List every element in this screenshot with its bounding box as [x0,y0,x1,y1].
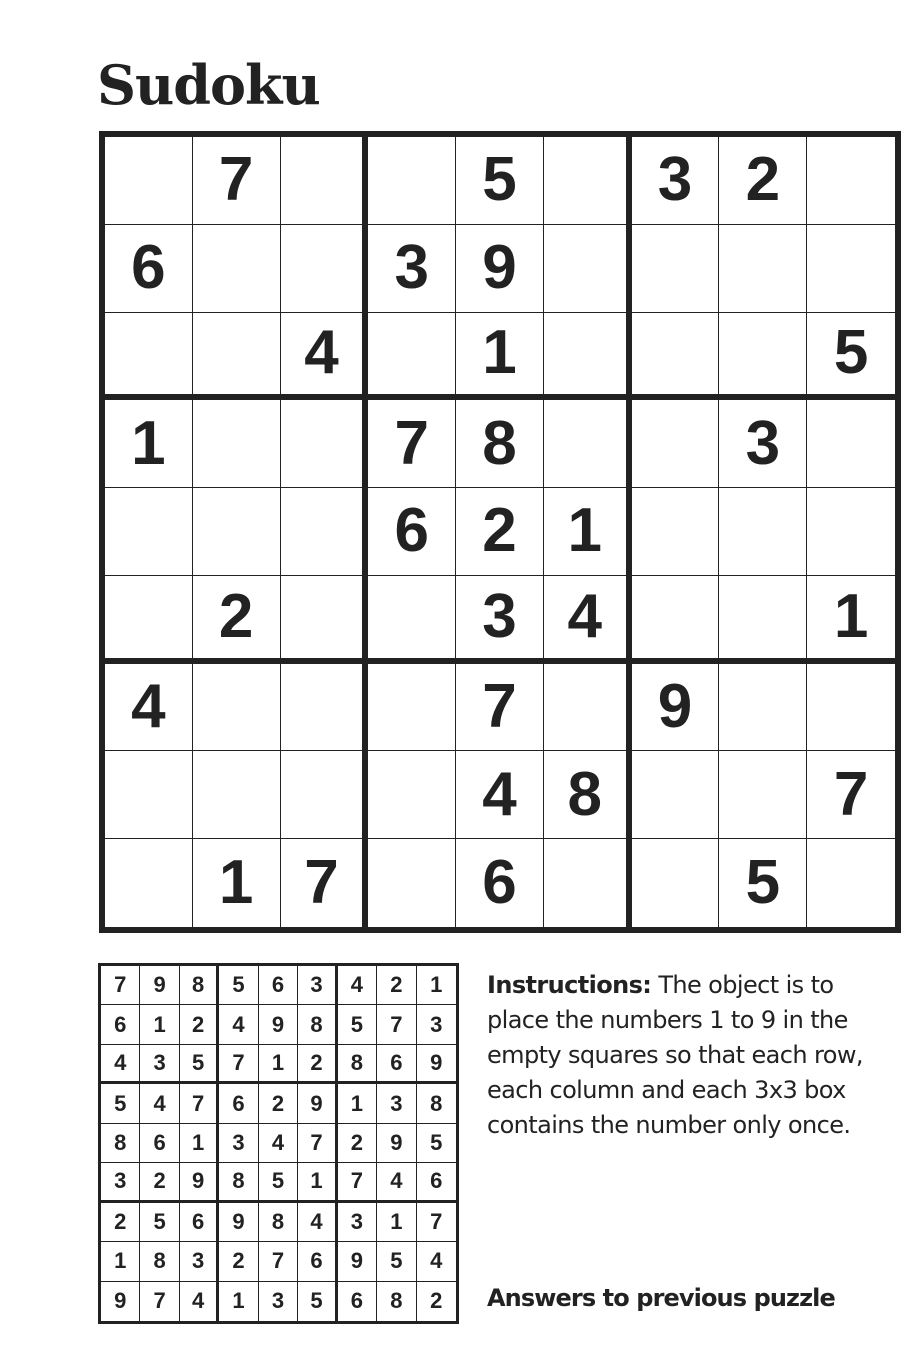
puzzle-empty-cell[interactable] [105,488,193,576]
puzzle-empty-cell[interactable] [807,137,895,225]
puzzle-empty-cell[interactable] [632,313,720,401]
solution-given-cell: 1 [417,966,456,1005]
puzzle-empty-cell[interactable] [281,664,369,752]
solution-given-cell: 1 [298,1163,337,1202]
puzzle-empty-cell[interactable] [719,576,807,664]
solution-given-cell: 7 [219,1045,258,1084]
solution-given-cell: 2 [377,966,416,1005]
puzzle-empty-cell[interactable] [368,313,456,401]
solution-given-cell: 9 [298,1084,337,1123]
solution-given-cell: 5 [140,1203,179,1242]
solution-given-cell: 6 [417,1163,456,1202]
puzzle-empty-cell[interactable] [281,751,369,839]
puzzle-empty-cell[interactable] [368,839,456,927]
solution-given-cell: 4 [180,1282,219,1321]
solution-given-cell: 7 [259,1242,298,1281]
previous-solution-grid [98,963,459,1324]
solution-given-cell: 2 [338,1124,377,1163]
solution-given-cell: 4 [338,966,377,1005]
puzzle-given-cell: 2 [193,576,281,664]
solution-given-cell: 2 [101,1203,140,1242]
puzzle-empty-cell[interactable] [281,137,369,225]
puzzle-given-cell: 9 [456,225,544,313]
solution-given-cell: 2 [180,1005,219,1044]
solution-given-cell: 6 [180,1203,219,1242]
solution-given-cell: 3 [259,1282,298,1321]
solution-given-cell: 9 [180,1163,219,1202]
puzzle-given-cell: 4 [281,313,369,401]
solution-given-cell: 9 [101,1282,140,1321]
puzzle-given-cell: 3 [368,225,456,313]
puzzle-empty-cell[interactable] [807,400,895,488]
solution-given-cell: 3 [417,1005,456,1044]
puzzle-empty-cell[interactable] [281,576,369,664]
puzzle-given-cell: 1 [456,313,544,401]
solution-given-cell: 1 [377,1203,416,1242]
solution-given-cell: 3 [377,1084,416,1123]
puzzle-empty-cell[interactable] [193,751,281,839]
puzzle-given-cell: 7 [807,751,895,839]
puzzle-given-cell: 4 [456,751,544,839]
solution-given-cell: 6 [101,1005,140,1044]
puzzle-empty-cell[interactable] [544,400,632,488]
puzzle-empty-cell[interactable] [281,400,369,488]
instructions [487,968,887,1143]
puzzle-empty-cell[interactable] [193,664,281,752]
puzzle-empty-cell[interactable] [632,576,720,664]
solution-given-cell: 7 [377,1005,416,1044]
puzzle-empty-cell[interactable] [632,751,720,839]
solution-given-cell: 7 [140,1282,179,1321]
solution-given-cell: 6 [219,1084,258,1123]
puzzle-given-cell: 2 [456,488,544,576]
puzzle-empty-cell[interactable] [807,839,895,927]
solution-given-cell: 1 [180,1124,219,1163]
puzzle-given-cell: 5 [807,313,895,401]
puzzle-empty-cell[interactable] [719,664,807,752]
solution-given-cell: 4 [259,1124,298,1163]
solution-given-cell: 5 [417,1124,456,1163]
puzzle-given-cell: 7 [193,137,281,225]
solution-given-cell: 8 [180,966,219,1005]
puzzle-given-cell: 7 [368,400,456,488]
puzzle-given-cell: 9 [632,664,720,752]
solution-given-cell: 7 [298,1124,337,1163]
puzzle-given-cell: 3 [719,400,807,488]
solution-given-cell: 9 [377,1124,416,1163]
puzzle-empty-cell[interactable] [105,751,193,839]
solution-given-cell: 2 [430,1288,443,1314]
puzzle-given-cell: 2 [719,137,807,225]
solution-given-cell: 4 [219,1005,258,1044]
puzzle-empty-cell[interactable] [719,751,807,839]
solution-given-cell: 6 [298,1242,337,1281]
solution-given-cell: 5 [180,1045,219,1084]
puzzle-empty-cell[interactable] [544,225,632,313]
solution-given-cell: 6 [338,1282,377,1321]
solution-given-cell: 4 [377,1163,416,1202]
solution-given-cell: 4 [417,1242,456,1281]
solution-given-cell: 5 [259,1163,298,1202]
puzzle-empty-cell[interactable] [193,488,281,576]
puzzle-given-cell: 8 [544,751,632,839]
puzzle-empty-cell[interactable] [193,225,281,313]
puzzle-given-cell: 1 [544,488,632,576]
solution-given-cell: 1 [219,1282,258,1321]
puzzle-empty-cell[interactable] [105,313,193,401]
solution-given-cell: 5 [377,1242,416,1281]
solution-given-cell: 5 [101,1084,140,1123]
puzzle-empty-cell[interactable] [193,400,281,488]
puzzle-empty-cell[interactable] [368,751,456,839]
solution-given-cell: 2 [298,1045,337,1084]
puzzle-empty-cell[interactable] [632,400,720,488]
puzzle-empty-cell[interactable] [632,839,720,927]
sudoku-puzzle-grid [99,131,901,933]
solution-given-cell: 1 [338,1084,377,1123]
puzzle-empty-cell[interactable] [193,313,281,401]
puzzle-empty-cell[interactable] [632,488,720,576]
solution-given-cell: 8 [101,1124,140,1163]
puzzle-empty-cell[interactable] [544,664,632,752]
puzzle-empty-cell[interactable] [544,313,632,401]
puzzle-empty-cell[interactable] [281,225,369,313]
puzzle-empty-cell[interactable] [105,839,193,927]
puzzle-given-cell: 4 [105,664,193,752]
puzzle-empty-cell[interactable] [544,137,632,225]
puzzle-empty-cell[interactable] [281,488,369,576]
puzzle-given-cell: 6 [456,839,544,927]
solution-given-cell: 7 [180,1084,219,1123]
puzzle-empty-cell[interactable] [719,313,807,401]
solution-given-cell: 5 [298,1282,337,1321]
solution-given-cell: 9 [417,1045,456,1084]
puzzle-empty-cell[interactable] [368,664,456,752]
answers-caption: Answers to previous puzzle [487,1284,835,1312]
solution-given-cell: 4 [140,1084,179,1123]
puzzle-given-cell: 3 [632,137,720,225]
puzzle-empty-cell[interactable] [719,225,807,313]
puzzle-empty-cell[interactable] [368,137,456,225]
solution-given-cell: 3 [298,966,337,1005]
puzzle-given-cell: 8 [456,400,544,488]
page-title: Sudoku [97,53,320,117]
puzzle-given-cell: 4 [544,576,632,664]
solution-given-cell: 9 [338,1242,377,1281]
solution-given-cell: 1 [140,1005,179,1044]
solution-given-cell: 8 [298,1005,337,1044]
solution-given-cell: 3 [338,1203,377,1242]
puzzle-given-cell: 1 [193,839,281,927]
solution-given-cell: 8 [377,1282,416,1321]
puzzle-given-cell: 3 [456,576,544,664]
instructions-text: The object is to place the numbers 1 to 9 in the empty squares so that each row, each column and each 3x3 box contains the number only once. [487,971,863,1139]
solution-given-cell: 1 [259,1045,298,1084]
solution-given-cell: 3 [180,1242,219,1281]
solution-given-cell: 8 [259,1203,298,1242]
solution-given-cell: 4 [298,1203,337,1242]
instructions-label: Instructions: [487,971,652,999]
solution-given-cell: 6 [377,1045,416,1084]
puzzle-given-cell: 7 [281,839,369,927]
solution-given-cell: 3 [219,1124,258,1163]
puzzle-given-cell: 5 [456,137,544,225]
puzzle-empty-cell[interactable] [807,488,895,576]
solution-given-cell: 2 [219,1242,258,1281]
puzzle-given-cell: 5 [719,839,807,927]
solution-given-cell: 9 [219,1203,258,1242]
solution-given-cell: 3 [101,1163,140,1202]
solution-given-cell: 7 [338,1163,377,1202]
solution-given-cell: 8 [219,1163,258,1202]
solution-given-cell: 3 [140,1045,179,1084]
solution-given-cell: 8 [417,1084,456,1123]
solution-given-cell: 6 [140,1124,179,1163]
solution-given-cell: 8 [140,1242,179,1281]
puzzle-given-cell: 1 [807,576,895,664]
puzzle-given-cell: 1 [105,400,193,488]
puzzle-given-cell: 6 [368,488,456,576]
puzzle-empty-cell[interactable] [368,576,456,664]
solution-given-cell: 9 [140,966,179,1005]
solution-given-cell: 7 [417,1203,456,1242]
puzzle-given-cell: 6 [105,225,193,313]
solution-given-cell: 6 [259,966,298,1005]
solution-given-cell: 1 [101,1242,140,1281]
solution-given-cell: 2 [140,1163,179,1202]
puzzle-empty-cell[interactable] [105,576,193,664]
puzzle-empty-cell[interactable] [807,225,895,313]
solution-given-cell: 4 [101,1045,140,1084]
puzzle-empty-cell[interactable] [105,137,193,225]
solution-given-cell: 7 [101,966,140,1005]
solution-given-cell: 9 [259,1005,298,1044]
solution-given-cell: 5 [338,1005,377,1044]
solution-given-cell: 2 [259,1084,298,1123]
puzzle-empty-cell[interactable] [719,488,807,576]
puzzle-given-cell: 7 [456,664,544,752]
puzzle-empty-cell[interactable] [807,664,895,752]
solution-given-cell: 8 [338,1045,377,1084]
puzzle-empty-cell[interactable] [544,839,632,927]
puzzle-empty-cell[interactable] [632,225,720,313]
solution-given-cell: 5 [219,966,258,1005]
